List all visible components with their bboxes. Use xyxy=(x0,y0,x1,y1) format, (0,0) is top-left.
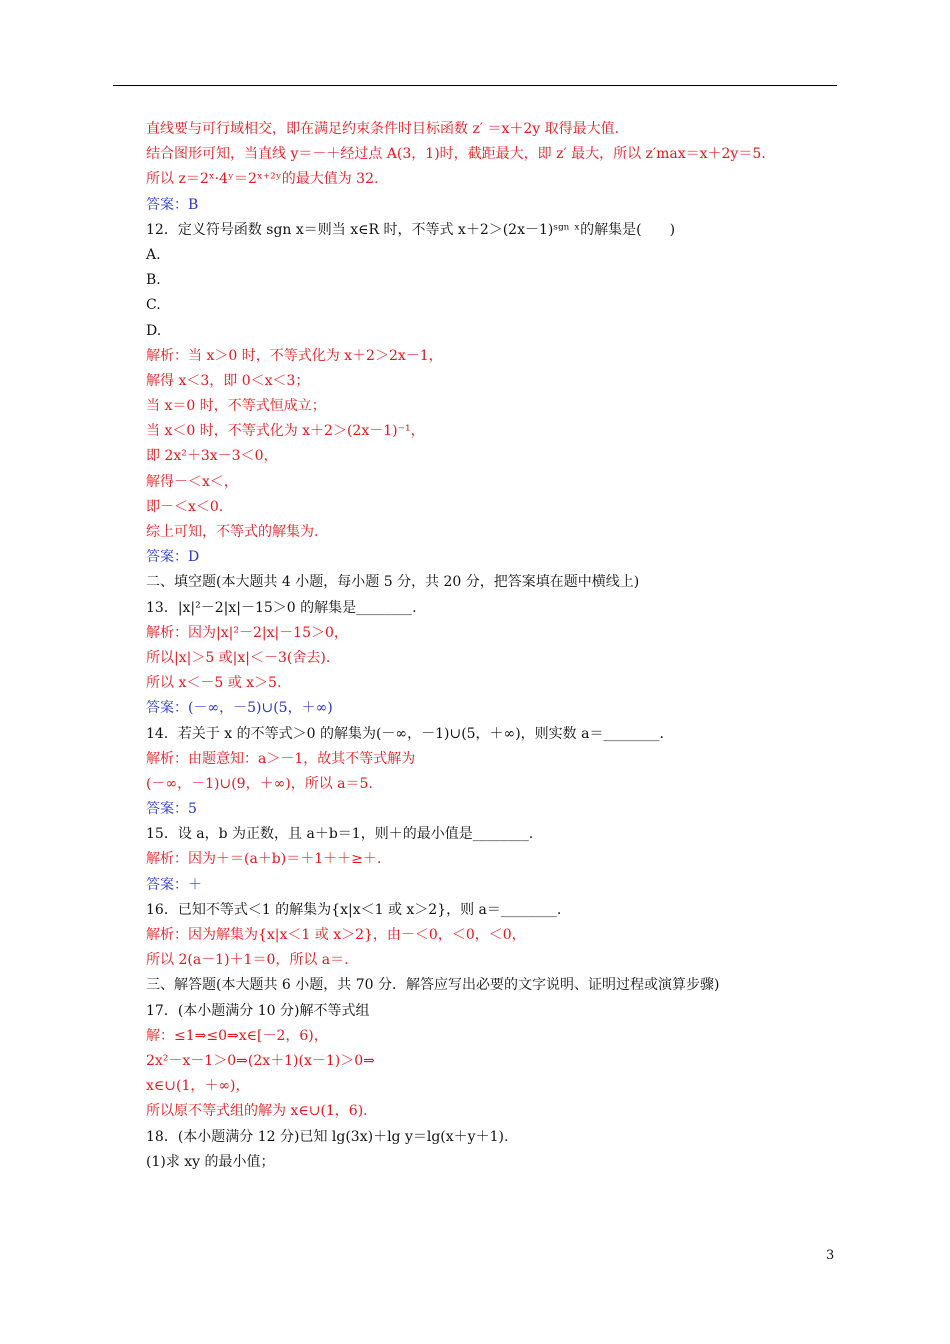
solution-line: 所以|x|＞5 或|x|＜－3(舍去). xyxy=(146,649,331,666)
question-line: (1)求 xy 的最小值； xyxy=(146,1153,275,1170)
solution-line: 解得－＜x＜， xyxy=(146,473,238,490)
solution-line: (－∞，－1)∪(9，＋∞)，所以 a＝5. xyxy=(146,775,373,792)
header-rule xyxy=(113,85,837,86)
question-line: 13．|x|²－2|x|－15＞0 的解集是________. xyxy=(146,599,417,616)
option-line: D. xyxy=(146,322,162,339)
answer-line: 答案：5 xyxy=(146,801,197,818)
text-line: 结合图形可知，当直线 y＝－＋经过点 A(3，1)时，截距最大，即 z′ 最大，所以 z′max＝x＋2y＝5. xyxy=(146,146,766,163)
question-line: 14．若关于 x 的不等式＞0 的解集为(－∞，－1)∪(5，＋∞)，则实数 a＝________. xyxy=(146,725,664,742)
solution-line: 综上可知，不等式的解集为. xyxy=(146,524,319,540)
solution-line: 解析：因为＋＝(a＋b)＝＋1＋＋≥＋. xyxy=(146,851,382,868)
question-line: 12．定义符号函数 sgn x＝则当 x∈R 时，不等式 x＋2＞(2x－1)ˢᵍⁿ ˣ的解集是( ) xyxy=(146,221,676,238)
section-heading: 二、填空题(本大题共 4 小题，每小题 5 分，共 20 分，把答案填在题中横线上) xyxy=(146,574,640,591)
solution-line: 即－＜x＜0. xyxy=(146,498,224,515)
solution-line: 当 x＝0 时，不等式恒成立； xyxy=(146,398,326,415)
option-line: A. xyxy=(146,246,161,263)
solution-line: 解析：由题意知：a＞－1，故其不等式解为 xyxy=(146,750,416,767)
solution-line: 解得 x＜3，即 0＜x＜3； xyxy=(146,372,310,389)
solution-line: 解析：当 x＞0 时，不等式化为 x＋2＞2x－1， xyxy=(146,347,443,364)
solution-line: 所以原不等式组的解为 x∈∪(1，6). xyxy=(146,1103,368,1120)
answer-line: 答案：D xyxy=(146,549,200,566)
solution-line: 解析：因为|x|²－2|x|－15＞0， xyxy=(146,624,348,641)
page-number: 3 xyxy=(826,1248,835,1263)
section-heading: 三、解答题(本大题共 6 小题，共 70 分．解答应写出必要的文字说明、证明过程或演算步骤) xyxy=(146,977,720,994)
question-line: 17．(本小题满分 10 分)解不等式组 xyxy=(146,1002,370,1019)
option-line: C. xyxy=(146,297,161,314)
solution-line: 解：≤1⇒≤0⇒x∈[－2，6)， xyxy=(146,1027,328,1044)
solution-line: 所以 2(a－1)＋1＝0，所以 a＝. xyxy=(146,952,349,969)
solution-line: 解析：因为解集为{x|x＜1 或 x＞2}，由－＜0，＜0，＜0， xyxy=(146,927,526,943)
question-line: 18．(本小题满分 12 分)已知 lg(3x)＋lg y＝lg(x＋y＋1). xyxy=(146,1128,509,1145)
question-line: 15．设 a，b 为正数，且 a＋b＝1，则＋的最小值是________. xyxy=(146,826,534,843)
question-line: 16．已知不等式＜1 的解集为{x|x＜1 或 x＞2}，则 a＝________. xyxy=(146,901,562,918)
answer-line: 答案：(－∞，－5)∪(5，＋∞) xyxy=(146,700,333,717)
solution-line: 当 x＜0 时，不等式化为 x＋2＞(2x－1)⁻¹， xyxy=(146,423,425,440)
answer-line: 答案：＋ xyxy=(146,876,202,893)
answer-line: 答案：B xyxy=(146,196,199,213)
solution-line: x∈∪(1，＋∞)， xyxy=(146,1078,250,1095)
solution-line: 即 2x²＋3x－3＜0， xyxy=(146,448,278,465)
solution-line: 2x²－x－1＞0⇒(2x＋1)(x－1)＞0⇒ xyxy=(146,1052,375,1069)
solution-line: 所以 x＜－5 或 x＞5. xyxy=(146,675,282,692)
page-content xyxy=(146,117,846,1175)
text-line: 直线要与可行域相交，即在满足约束条件时目标函数 z′ ＝x＋2y 取得最大值. xyxy=(146,121,620,137)
option-line: B. xyxy=(146,272,161,289)
text-line: 所以 z＝2ˣ·4ʸ＝2ˣ⁺²ʸ的最大值为 32. xyxy=(146,171,379,188)
